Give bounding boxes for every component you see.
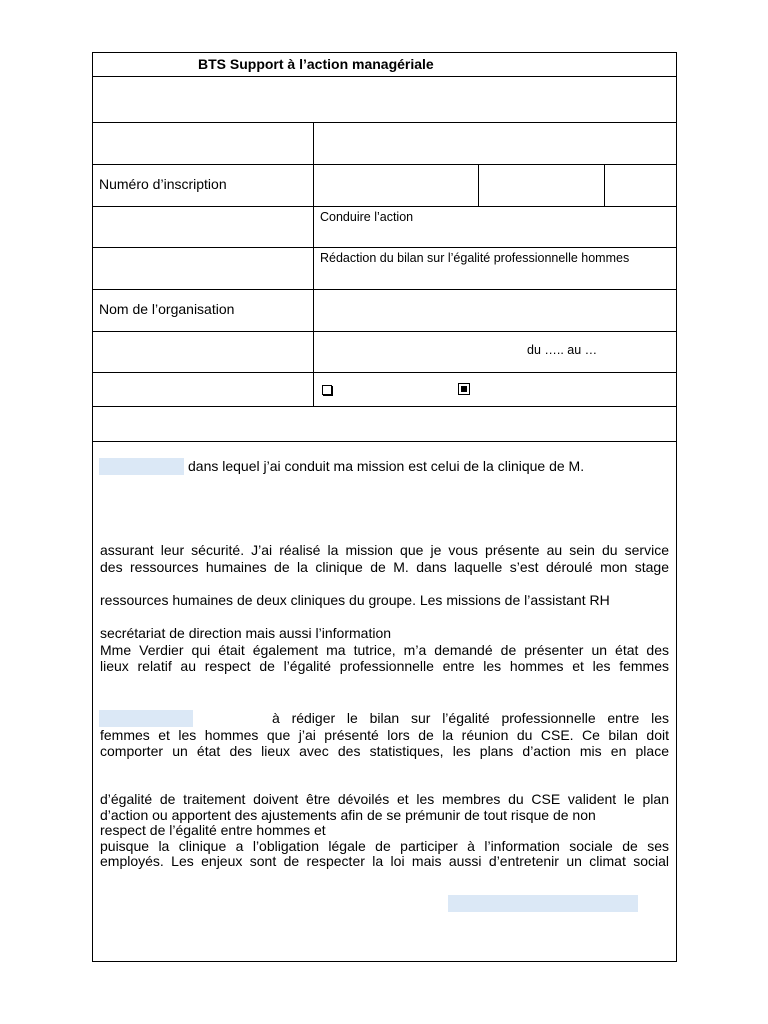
paragraph-3: ressources humaines de deux cliniques du groupe. Les missions de l’assistant RH — [100, 592, 610, 608]
row-divider — [93, 122, 676, 123]
row-divider — [93, 331, 676, 332]
paragraph-2 — [100, 542, 669, 575]
text-line: assurant leur sécurité. J’ai réalisé la mission que je vous présente au sein du service — [100, 542, 669, 558]
row-divider — [93, 372, 676, 373]
text-line: respect de l’égalité entre hommes et — [100, 822, 326, 838]
row-divider — [93, 289, 676, 290]
highlighted-blank — [99, 458, 184, 475]
row-divider — [93, 441, 676, 442]
highlighted-blank — [448, 895, 638, 912]
row-divider — [93, 164, 676, 165]
text-line: d’égalité de traitement doivent être dévoilés et les membres du CSE valident le plan — [100, 791, 669, 807]
paragraph-6 — [100, 792, 669, 870]
column-divider — [604, 164, 605, 206]
paragraph-1: dans lequel j’ai conduit ma mission est celui de la clinique de M. — [188, 458, 585, 474]
conduire-action-value: Conduire l’action — [320, 210, 414, 224]
text-line: d’action ou apportent des ajustements afin de se prémunir de tout risque de non — [100, 806, 596, 823]
row-divider — [93, 406, 676, 407]
text-line: secrétariat de direction mais aussi l’information — [100, 625, 392, 641]
text-line: comporter un état des lieux avec des statistiques, les plans d’action mis en place — [100, 743, 669, 759]
numero-inscription-label: Numéro d’inscription — [99, 176, 227, 192]
unchecked-checkbox[interactable] — [322, 385, 332, 395]
text-line: femmes et les hommes que j’ai présenté lors de la réunion du CSE. Ce bilan doit — [100, 726, 669, 743]
paragraph-4 — [100, 625, 669, 675]
row-divider — [93, 247, 676, 248]
redaction-bilan-value: Rédaction du bilan sur l’égalité professionnelle hommes — [320, 251, 630, 265]
nom-organisation-label: Nom de l’organisation — [99, 301, 235, 317]
checked-checkbox[interactable] — [458, 383, 470, 395]
column-divider — [478, 164, 479, 206]
form-document — [92, 52, 677, 962]
text-line: des ressources humaines de la clinique de M. dans laquelle s’est déroulé mon stage — [100, 558, 669, 575]
text-line: employés. Les enjeux sont de respecter la loi mais aussi d’entretenir un climat social — [100, 853, 669, 869]
text-line: lieux relatif au respect de l’égalité professionnelle entre les hommes et les femmes — [100, 658, 669, 674]
text-line: puisque la clinique a l’obligation légale de participer à l’information sociale de ses — [100, 837, 669, 854]
paragraph-5 — [100, 710, 669, 760]
row-divider — [93, 206, 676, 207]
dates-value: du ….. au … — [527, 343, 598, 357]
text-line: Mme Verdier qui était également ma tutrice, m’a demandé de présenter un état des — [100, 641, 669, 658]
text-line: à rédiger le bilan sur l’égalité professionnelle entre les — [272, 710, 669, 726]
page-title: BTS Support à l’action managériale — [198, 56, 434, 72]
row-divider — [93, 76, 676, 77]
column-divider — [313, 122, 314, 406]
